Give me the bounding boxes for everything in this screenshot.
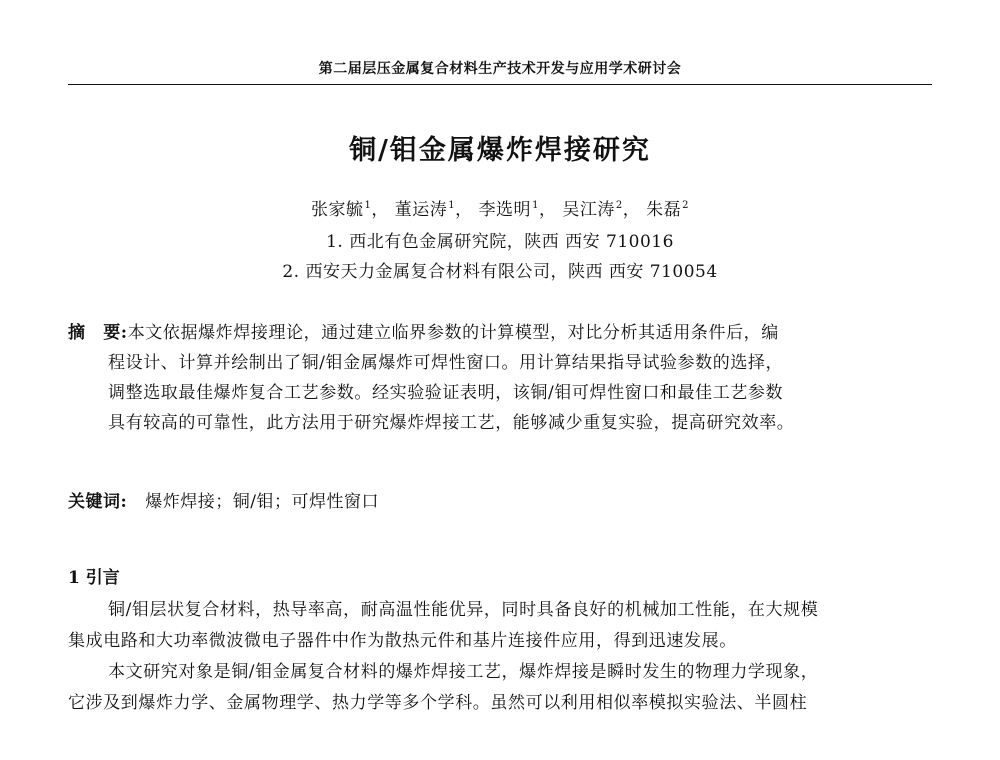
affiliation-2: 2. 西安天力金属复合材料有限公司，陕西 西安 710054 bbox=[282, 262, 718, 282]
author-name: 李选明 bbox=[478, 200, 532, 220]
author-affiliation-mark: 1 bbox=[532, 200, 539, 211]
introduction-body bbox=[68, 595, 938, 719]
author-separator: ， bbox=[622, 200, 641, 220]
body-line: 它涉及到爆炸力学、金属物理学、热力学等多个学科。虽然可以利用相似率模拟实验法、半圆柱 bbox=[68, 693, 808, 713]
author-affiliation-mark: 1 bbox=[448, 200, 456, 211]
author-affiliation-mark: 2 bbox=[682, 200, 689, 211]
affiliation-1: 1. 西北有色金属研究院，陕西 西安 710016 bbox=[326, 232, 674, 252]
keywords bbox=[68, 487, 932, 512]
abstract-line: 程设计、计算并绘制出了铜/钼金属爆炸可焊性窗口。用计算结果指导试验参数的选择， bbox=[108, 353, 784, 373]
abstract-line: 具有较高的可靠性，此方法用于研究爆炸焊接工艺，能够减少重复实验，提高研究效率。 bbox=[108, 413, 795, 433]
keywords-label: 关键词: bbox=[68, 492, 128, 512]
author-separator: ， bbox=[538, 200, 557, 220]
author-name: 张家毓 bbox=[311, 200, 364, 220]
keywords-text: 爆炸焊接；铜/钼；可焊性窗口 bbox=[145, 492, 380, 512]
header-rule bbox=[68, 84, 932, 85]
author-separator: ， bbox=[371, 200, 389, 220]
abstract-text: 本文依据爆炸焊接理论，通过建立临界参数的计算模型，对比分析其适用条件后，编 bbox=[127, 323, 779, 343]
author-affiliation-mark: 1 bbox=[364, 200, 372, 211]
author-separator: ， bbox=[455, 200, 473, 220]
author-name: 朱磊 bbox=[646, 200, 682, 220]
abstract bbox=[68, 318, 932, 438]
body-line: 铜/钼层状复合材料，热导率高，耐高温性能优异，同时具备良好的机械加工性能，在大规模 bbox=[108, 600, 819, 620]
author-list bbox=[68, 195, 932, 220]
abstract-line bbox=[68, 318, 932, 348]
section-heading-introduction: 1 引言 bbox=[68, 568, 120, 588]
author-affiliation-mark: 2 bbox=[615, 200, 623, 211]
body-line: 本文研究对象是铜/钼金属复合材料的爆炸焊接工艺，爆炸焊接是瞬时发生的物理力学现象， bbox=[108, 662, 819, 682]
author-name: 吴江涛 bbox=[562, 200, 615, 220]
paper-title: 铜/钼金属爆炸焊接研究 bbox=[349, 135, 651, 166]
abstract-label: 摘 要: bbox=[68, 323, 128, 343]
body-line: 集成电路和大功率微波微电子器件中作为散热元件和基片连接件应用，得到迅速发展。 bbox=[68, 631, 737, 651]
author-name: 董运涛 bbox=[394, 200, 448, 220]
abstract-line: 调整选取最佳爆炸复合工艺参数。经实验验证表明，该铜/钼可焊性窗口和最佳工艺参数 bbox=[108, 383, 784, 403]
running-header: 第二届层压金属复合材料生产技术开发与应用学术研讨会 bbox=[318, 61, 682, 77]
